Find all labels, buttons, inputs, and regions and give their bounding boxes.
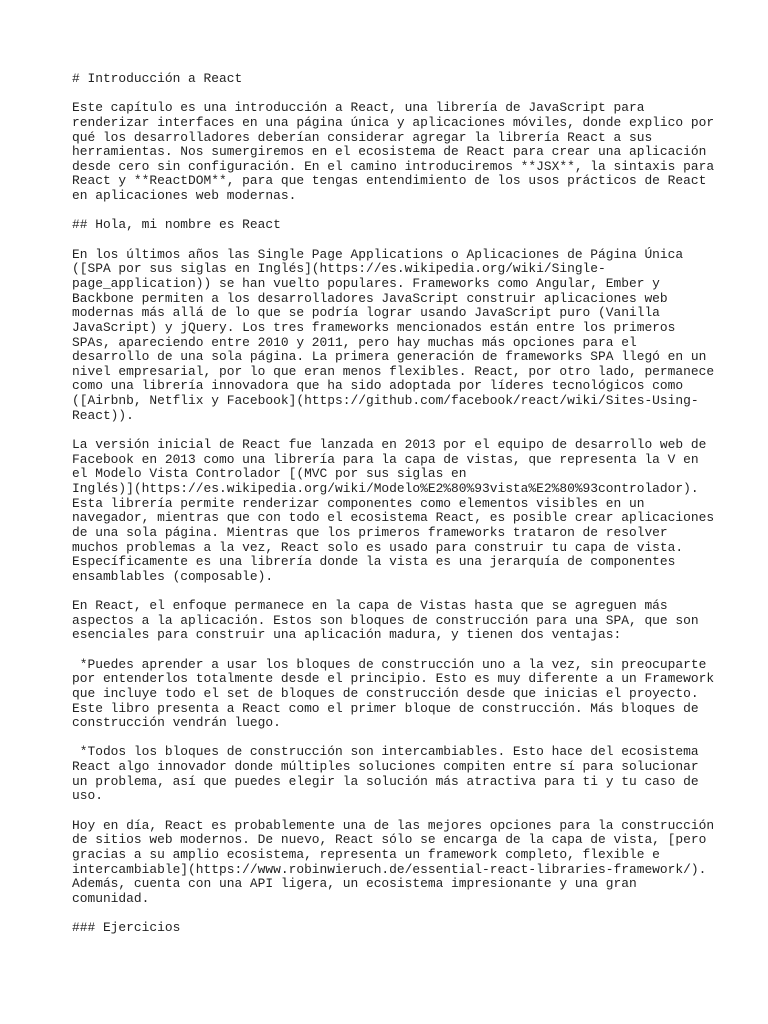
text-line: modernas más allá de lo que se podría lograr usando JavaScript puro (Vanilla xyxy=(72,305,660,321)
heading-introduccion: # Introducción a React xyxy=(72,71,243,86)
spacer xyxy=(72,204,702,219)
document-page xyxy=(72,71,715,936)
text-line: intercambiable](https://www.robinwieruch.de/essential-react-libraries-framework/). xyxy=(72,861,707,877)
version-paragraph xyxy=(72,437,715,584)
text-line: Facebook en 2013 como una librería para la capa de vistas, que representa la V en xyxy=(72,451,699,467)
text-line: navegador, mientras que con todo el ecosistema React, es posible crear aplicaciones xyxy=(72,510,715,526)
text-line: Este capítulo es una introducción a React, una librería de JavaScript para xyxy=(72,100,645,116)
text-line: gracias a su amplio ecosistema, representa un framework completo, flexible e xyxy=(72,846,660,862)
text-line: Inglés)](https://es.wikipedia.org/wiki/Modelo%E2%80%93vista%E2%80%93controlador). xyxy=(72,480,699,496)
text-line: comunidad. xyxy=(72,890,150,906)
text-line: construcción vendrán luego. xyxy=(72,715,281,731)
text-line: Esta librería permite renderizar componentes como elementos visibles en un xyxy=(72,495,645,511)
text-line: muchos problemas a la vez, React solo es usado para construir tu capa de vista. xyxy=(72,539,684,555)
spacer xyxy=(72,643,702,658)
text-line: ([Airbnb, Netflix y Facebook](https://github.com/facebook/react/wiki/Sites-Using- xyxy=(72,393,699,409)
spacer xyxy=(72,731,702,746)
text-line: qué los desarrolladores deberían considerar agregar la librería React a sus xyxy=(72,129,653,145)
text-line: de sitios web modernos. De nuevo, React sólo se encarga de la capa de vista, [pero xyxy=(72,832,707,848)
spacer xyxy=(72,87,702,102)
text-line: desarrollo de una sola página. La primera generación de frameworks SPA llegó en un xyxy=(72,349,707,365)
text-line: Además, cuenta con una API ligera, un ecosistema impresionante y una gran xyxy=(72,876,637,892)
heading-ejercicios: ### Ejercicios xyxy=(72,920,181,936)
text-line: SPAs, apareciendo entre 2010 y 2011, pero hay muchas más opciones para el xyxy=(72,334,637,350)
spacer xyxy=(72,907,702,922)
text-line: desde cero sin configuración. En el camino introduciremos **JSX**, la sintaxis para xyxy=(72,158,715,174)
text-line: React)). xyxy=(72,407,134,423)
focus-paragraph xyxy=(72,599,702,643)
spacer xyxy=(72,423,702,438)
spa-paragraph xyxy=(72,246,715,424)
text-line: React y **ReactDOM**, para que tengas entendimiento de los usos prácticos de React xyxy=(72,173,707,189)
text-line: herramientas. Nos sumergiremos en el ecosistema de React para crear una aplicación xyxy=(72,144,707,160)
spacer xyxy=(72,804,702,819)
text-line: JavaScript) y jQuery. Los tres frameworks mencionados están entre los primeros xyxy=(72,319,676,335)
text-line: el Modelo Vista Controlador [(MVC por sus siglas en xyxy=(72,466,467,482)
text-line: *Puedes aprender a usar los bloques de construcción uno a la vez, sin preocuparte xyxy=(72,656,707,672)
text-line: Este libro presenta a React como el primer bloque de construcción. Más bloques de xyxy=(72,700,699,716)
spacer xyxy=(72,233,702,248)
text-line: ([SPA por sus siglas en Inglés](https://es.wikipedia.org/wiki/Single- xyxy=(72,261,606,277)
spacer xyxy=(72,584,702,599)
text-line: *Todos los bloques de construcción son intercambiables. Esto hace del ecosistema xyxy=(72,744,699,760)
advantage-item-2 xyxy=(72,745,702,804)
text-line: en aplicaciones web modernas. xyxy=(72,188,297,204)
text-line: un problema, así que puedes elegir la solución más atractiva para ti y tu caso de xyxy=(72,773,699,789)
text-line: ensamblables (composable). xyxy=(72,568,274,584)
heading-hola: ## Hola, mi nombre es React xyxy=(72,217,281,233)
text-line: React algo innovador donde múltiples soluciones compiten entre sí para solucionar xyxy=(72,759,699,775)
text-line: aspectos a la aplicación. Estos son bloques de construcción para una SPA, que son xyxy=(72,612,699,628)
text-line: de una sola página. Mientras que los primeros frameworks trataron de resolver xyxy=(72,524,668,540)
text-line: por entenderlos totalmente desde el principio. Esto es muy diferente a un Framework xyxy=(72,671,715,687)
text-line: como una librería innovadora que ha sido adoptada por líderes tecnológicos como xyxy=(72,378,684,394)
text-line: que incluye todo el set de bloques de construcción desde que inicias el proyecto. xyxy=(72,685,699,701)
intro-paragraph xyxy=(72,100,715,204)
text-line: En React, el enfoque permanece en la capa de Vistas hasta que se agreguen más xyxy=(72,598,668,614)
today-paragraph xyxy=(72,817,715,907)
text-line: page_application)) se han vuelto populares. Frameworks como Angular, Ember y xyxy=(72,275,660,291)
text-line: renderizar interfaces en una página única y aplicaciones móviles, donde explico por xyxy=(72,114,715,130)
advantage-item-1 xyxy=(72,656,715,731)
text-line: Específicamente es una librería donde la vista es una jerarquía de componentes xyxy=(72,554,676,570)
text-line: En los últimos años las Single Page Applications o Aplicaciones de Página Única xyxy=(72,246,684,262)
text-line: esenciales para construir una aplicación madura, y tienen dos ventajas: xyxy=(72,627,622,643)
text-line: Backbone permiten a los desarrolladores JavaScript construir aplicaciones web xyxy=(72,290,668,306)
text-line: uso. xyxy=(72,788,103,804)
text-line: La versión inicial de React fue lanzada en 2013 por el equipo de desarrollo web de xyxy=(72,437,707,453)
text-line: Hoy en día, React es probablemente una de las mejores opciones para la construcción xyxy=(72,817,715,833)
text-line: nivel empresarial, por lo que eran menos flexibles. React, por otro lado, permanece xyxy=(72,363,715,379)
